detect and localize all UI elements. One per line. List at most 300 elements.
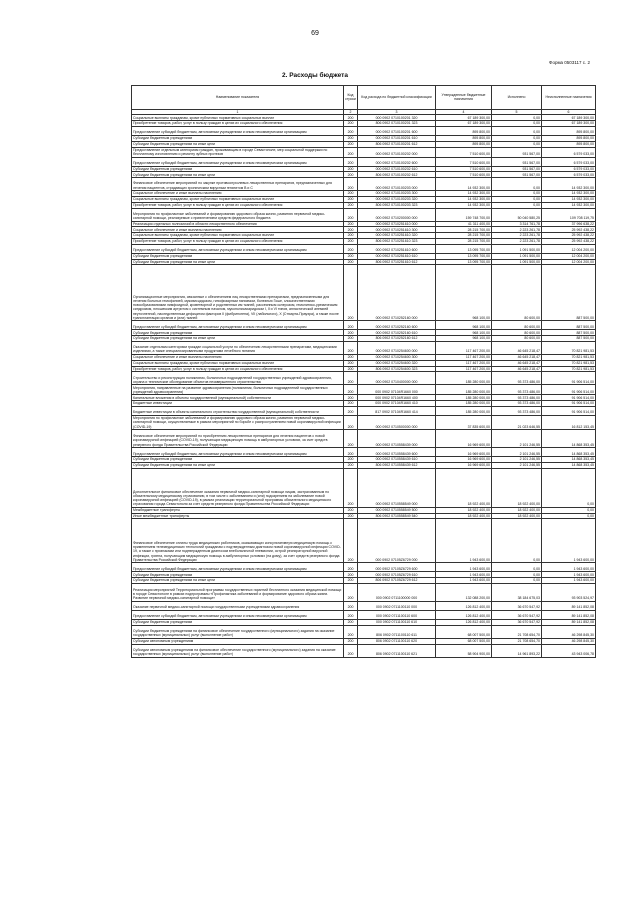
row-executed: 0,00 bbox=[492, 121, 542, 127]
row-line-code: 200 bbox=[344, 166, 358, 172]
row-name: Иные межбюджетные трансферты bbox=[132, 513, 344, 519]
row-executed: 0,00 bbox=[492, 178, 542, 191]
row-executed: 21 708 654,70 bbox=[492, 625, 542, 638]
row-executed: 0,00 bbox=[492, 115, 542, 121]
row-executed: 931 567,00 bbox=[492, 166, 542, 172]
row-line-code: 200 bbox=[344, 401, 358, 407]
row-executed: 3 314 761,78 bbox=[492, 221, 542, 227]
row-executed: 0,00 bbox=[492, 519, 542, 563]
row-class-code: 000 0902 0710254600 320 bbox=[358, 360, 436, 366]
row-approved: 1 943 600,00 bbox=[436, 563, 492, 572]
row-name: Субсидии бюджетным учреждениям bbox=[132, 135, 344, 141]
row-approved: 28 215 700,00 bbox=[436, 227, 492, 233]
row-executed: 18 922 400,00 bbox=[492, 468, 542, 507]
row-remaining: 12 004 200,00 bbox=[542, 259, 596, 265]
row-remaining: 1 943 600,00 bbox=[542, 578, 596, 584]
row-executed: 2 101 246,55 bbox=[492, 462, 542, 468]
row-line-code: 200 bbox=[344, 141, 358, 147]
row-approved: 37 835 600,00 bbox=[436, 415, 492, 429]
row-line-code: 200 bbox=[344, 172, 358, 178]
row-remaining: 895 800,00 bbox=[542, 126, 596, 135]
row-line-code: 200 bbox=[344, 625, 358, 638]
row-line-code: 200 bbox=[344, 253, 358, 259]
row-remaining: 16 812 153,45 bbox=[542, 415, 596, 429]
row-approved: 968 100,00 bbox=[436, 336, 492, 342]
row-remaining: 93 903 524,97 bbox=[542, 583, 596, 601]
table-row bbox=[132, 178, 596, 191]
row-class-code: 806 0902 0711100110 620 bbox=[358, 638, 436, 644]
row-line-code: 200 bbox=[344, 372, 358, 385]
row-remaining: 12 004 200,00 bbox=[542, 244, 596, 253]
row-approved: 16 969 600,00 bbox=[436, 457, 492, 463]
row-approved: 185 280 000,00 bbox=[436, 401, 492, 407]
row-remaining: 25 992 438,22 bbox=[542, 233, 596, 239]
row-executed: 80 600,00 bbox=[492, 336, 542, 342]
row-line-code: 200 bbox=[344, 178, 358, 191]
row-name: Оказание первичной медико-санитарной помощи государственными учреждениями здравоохранения bbox=[132, 601, 344, 610]
row-line-code: 200 bbox=[344, 196, 358, 202]
table-row bbox=[132, 385, 596, 395]
row-approved: 1 943 600,00 bbox=[436, 572, 492, 578]
row-class-code: 000 0902 07104R1660 410 bbox=[358, 401, 436, 407]
row-class-code: 000 0902 0710254600 000 bbox=[358, 341, 436, 354]
row-line-code: 200 bbox=[344, 238, 358, 244]
row-line-code: 200 bbox=[344, 259, 358, 265]
row-approved: 968 100,00 bbox=[436, 330, 492, 336]
row-executed: 36 670 547,92 bbox=[492, 610, 542, 619]
row-remaining: 91 906 514,00 bbox=[542, 406, 596, 415]
row-executed: 46 645 218,47 bbox=[492, 366, 542, 372]
row-remaining: 6 579 033,00 bbox=[542, 157, 596, 166]
row-approved: 7 510 600,00 bbox=[436, 157, 492, 166]
row-executed: 1 091 500,00 bbox=[492, 259, 542, 265]
table-row bbox=[132, 519, 596, 563]
row-class-code: 000 0902 0710100202 000 bbox=[358, 147, 436, 157]
row-name: Социальное обеспечение и иные выплаты населению bbox=[132, 191, 344, 197]
table-row bbox=[132, 644, 596, 657]
row-name: Социальные выплаты гражданам, кроме публичных нормативных социальных выплат bbox=[132, 196, 344, 202]
row-approved: 126 812 400,00 bbox=[436, 601, 492, 610]
row-line-code: 200 bbox=[344, 638, 358, 644]
row-name: Социальные выплаты гражданам, кроме публичных нормативных социальных выплат bbox=[132, 115, 344, 121]
header-name: Наименование показателя bbox=[132, 86, 344, 110]
row-line-code: 200 bbox=[344, 244, 358, 253]
row-remaining: 1 943 600,00 bbox=[542, 563, 596, 572]
row-line-code: 200 bbox=[344, 191, 358, 197]
column-number: 1 bbox=[132, 109, 344, 115]
row-approved: 18 922 400,00 bbox=[436, 513, 492, 519]
row-executed: 1 091 500,00 bbox=[492, 244, 542, 253]
row-remaining: 0,00 bbox=[542, 468, 596, 507]
row-class-code: 806 0902 0710100201 612 bbox=[358, 141, 436, 147]
row-approved: 67 189 300,00 bbox=[436, 121, 492, 127]
row-name: Бюджетные инвестиции в объекты капитального строительства государственной (муниципальной) собственности bbox=[132, 406, 344, 415]
row-line-code: 200 bbox=[344, 202, 358, 208]
row-executed: 931 567,00 bbox=[492, 157, 542, 166]
row-approved: 7 510 600,00 bbox=[436, 166, 492, 172]
row-approved: 14 932 300,00 bbox=[436, 178, 492, 191]
row-line-code: 200 bbox=[344, 583, 358, 601]
row-line-code: 200 bbox=[344, 135, 358, 141]
row-class-code: 000 0902 07105Z6729 000 bbox=[358, 519, 436, 563]
table-row bbox=[132, 208, 596, 221]
row-class-code: 000 0902 0710251610 320 bbox=[358, 233, 436, 239]
row-executed: 50 040 580,25 bbox=[492, 208, 542, 221]
row-remaining: 14 868 353,45 bbox=[542, 457, 596, 463]
row-line-code: 200 bbox=[344, 610, 358, 619]
row-executed: 2 223 261,78 bbox=[492, 233, 542, 239]
row-remaining: 91 906 514,00 bbox=[542, 401, 596, 407]
table-body bbox=[132, 115, 596, 657]
row-executed: 2 101 246,55 bbox=[492, 430, 542, 448]
table-row bbox=[132, 244, 596, 253]
header-approved: Утвержденные бюджетные назначения bbox=[436, 86, 492, 110]
row-line-code: 200 bbox=[344, 330, 358, 336]
row-class-code: 806 0902 0711100110 621 bbox=[358, 644, 436, 657]
table-row bbox=[132, 610, 596, 619]
row-approved: 117 467 200,00 bbox=[436, 366, 492, 372]
row-name: Приобретение товаров, работ, услуг в пользу граждан в целях их социального обеспечения bbox=[132, 366, 344, 372]
row-name: Субсидии бюджетным учреждениям bbox=[132, 572, 344, 578]
row-remaining: 70 821 981,53 bbox=[542, 354, 596, 360]
table-row bbox=[132, 601, 596, 610]
row-line-code: 200 bbox=[344, 221, 358, 227]
row-name: Реализация отдельных полномочий в области лекарственного обеспечения bbox=[132, 221, 344, 227]
row-class-code: 000 0902 0710100201 320 bbox=[358, 115, 436, 121]
row-remaining: 14 932 300,00 bbox=[542, 178, 596, 191]
row-line-code: 200 bbox=[344, 578, 358, 584]
row-remaining: 67 189 300,00 bbox=[542, 121, 596, 127]
table-header-row bbox=[132, 86, 596, 110]
row-class-code: 000 0902 0710252160 000 bbox=[358, 265, 436, 321]
row-remaining: 14 868 353,45 bbox=[542, 462, 596, 468]
row-name: Предоставление отдельным категориям граждан, проживающим в городе Севастополе, мер социальной поддержки по бесплатному изготовлению и ремонту зубных протезов bbox=[132, 147, 344, 157]
row-approved: 14 932 300,00 bbox=[436, 191, 492, 197]
row-approved: 7 510 600,00 bbox=[436, 172, 492, 178]
row-executed: 93 373 486,00 bbox=[492, 406, 542, 415]
row-line-code: 200 bbox=[344, 147, 358, 157]
row-name: Социальное обеспечение и иные выплаты населению bbox=[132, 354, 344, 360]
row-line-code: 200 bbox=[344, 513, 358, 519]
row-remaining: 70 821 981,53 bbox=[542, 360, 596, 366]
row-name: Предоставление субсидий бюджетным, автономным учреждениям и иным некоммерческим организациям bbox=[132, 321, 344, 330]
row-class-code: 000 0902 0710252160 600 bbox=[358, 321, 436, 330]
row-executed: 18 922 400,00 bbox=[492, 507, 542, 513]
row-line-code: 200 bbox=[344, 644, 358, 657]
header-remaining: Неисполненные назначения bbox=[542, 86, 596, 110]
row-class-code: 806 0902 0711100110 611 bbox=[358, 625, 436, 638]
row-remaining: 887 500,00 bbox=[542, 336, 596, 342]
row-class-code: 000 0902 0710100203 000 bbox=[358, 178, 436, 191]
row-remaining: 895 800,00 bbox=[542, 141, 596, 147]
row-executed: 46 645 218,47 bbox=[492, 354, 542, 360]
row-remaining: 70 821 981,53 bbox=[542, 366, 596, 372]
row-remaining: 91 906 514,00 bbox=[542, 385, 596, 395]
row-executed: 36 670 547,92 bbox=[492, 619, 542, 625]
table-row bbox=[132, 563, 596, 572]
row-name: Субсидии бюджетным учреждениям на иные цели bbox=[132, 141, 344, 147]
row-approved: 185 280 000,00 bbox=[436, 372, 492, 385]
row-remaining: 887 500,00 bbox=[542, 265, 596, 321]
row-remaining: 0,00 bbox=[542, 513, 596, 519]
row-name: Субсидии бюджетным учреждениям на иные цели bbox=[132, 336, 344, 342]
row-approved: 1 943 600,00 bbox=[436, 578, 492, 584]
row-executed: 931 567,00 bbox=[492, 147, 542, 157]
row-remaining: 14 868 353,45 bbox=[542, 448, 596, 457]
row-name: Мероприятия, направленные на развитие здравоохранения (поликлиник, больничных подразделений государственных учреждений здравоохранения) bbox=[132, 385, 344, 395]
row-name: Предоставление субсидий бюджетным, автономным учреждениям и иным некоммерческим организациям bbox=[132, 610, 344, 619]
row-class-code: 000 0902 0710558549 000 bbox=[358, 468, 436, 507]
row-executed: 2 223 261,78 bbox=[492, 238, 542, 244]
row-approved: 159 748 700,00 bbox=[436, 208, 492, 221]
row-remaining: 887 500,00 bbox=[542, 330, 596, 336]
row-approved: 968 100,00 bbox=[436, 321, 492, 330]
row-approved: 895 800,00 bbox=[436, 135, 492, 141]
table-row bbox=[132, 448, 596, 457]
header-executed: Исполнено bbox=[492, 86, 542, 110]
row-executed: 80 600,00 bbox=[492, 321, 542, 330]
row-class-code: 000 0902 0710100202 600 bbox=[358, 157, 436, 166]
row-remaining: 67 189 300,00 bbox=[542, 115, 596, 121]
row-name: Предоставление субсидий бюджетным, автономным учреждениям и иным некоммерческим организациям bbox=[132, 244, 344, 253]
row-class-code: 806 0902 0710100202 612 bbox=[358, 172, 436, 178]
row-remaining: 70 821 981,53 bbox=[542, 341, 596, 354]
row-name: Приобретение товаров, работ, услуг в пользу граждан в целях их социального обеспечения bbox=[132, 238, 344, 244]
row-class-code: 000 0902 0710251610 000 bbox=[358, 221, 436, 227]
row-executed: 93 373 486,00 bbox=[492, 385, 542, 395]
row-approved: 28 215 700,00 bbox=[436, 238, 492, 244]
row-name: Дополнительное финансовое обеспечение оказания первичной медико-санитарной помощи лицам, застрахованным по обязательному медицинскому страхованию, в том числе с заболеванием и (или) подозрением на заболевание новой коронавирусной инфекцией (COVID-19), в рамках реализации территориальной программы обязательного медицинского страхования города Севастополя за счет средств резервного фонда Правительства Российской Федерации bbox=[132, 468, 344, 507]
row-approved: 7 510 600,00 bbox=[436, 147, 492, 157]
row-executed: 0,00 bbox=[492, 191, 542, 197]
row-class-code: 000 0902 0710200000 000 bbox=[358, 208, 436, 221]
row-approved: 185 280 000,00 bbox=[436, 385, 492, 395]
column-number: 5 bbox=[492, 109, 542, 115]
row-remaining: 46 298 845,30 bbox=[542, 638, 596, 644]
row-executed: 0,00 bbox=[492, 126, 542, 135]
row-name: Социальные выплаты гражданам, кроме публичных нормативных социальных выплат bbox=[132, 233, 344, 239]
row-class-code: 000 0902 0710251610 300 bbox=[358, 227, 436, 233]
row-line-code: 200 bbox=[344, 126, 358, 135]
row-line-code: 200 bbox=[344, 341, 358, 354]
table-row bbox=[132, 341, 596, 354]
row-executed: 21 023 646,55 bbox=[492, 415, 542, 429]
row-line-code: 200 bbox=[344, 233, 358, 239]
row-class-code: 806 0902 0710558439 612 bbox=[358, 462, 436, 468]
row-approved: 16 969 600,00 bbox=[436, 462, 492, 468]
row-class-code: 000 0902 0710100201 610 bbox=[358, 135, 436, 141]
row-name: Финансовое обеспечение мероприятий по закупке противоопухолевых лекарственных препаратов, предназначенных для лечения пациентов, страдающих хроническим вирусным гепатитом В и С bbox=[132, 178, 344, 191]
row-line-code: 200 bbox=[344, 563, 358, 572]
row-approved: 67 189 300,00 bbox=[436, 115, 492, 121]
row-remaining: 887 500,00 bbox=[542, 321, 596, 330]
row-name: Субсидии автономным учреждениям bbox=[132, 638, 344, 644]
row-executed: 18 922 400,00 bbox=[492, 513, 542, 519]
row-approved: 895 800,00 bbox=[436, 141, 492, 147]
row-class-code: 806 0902 0710100201 323 bbox=[358, 121, 436, 127]
row-executed: 0,00 bbox=[492, 141, 542, 147]
row-class-code: 000 0902 0711100110 600 bbox=[358, 610, 436, 619]
row-class-code: 000 0902 0710100203 320 bbox=[358, 196, 436, 202]
row-name: Социальные выплаты гражданам, кроме публичных нормативных социальных выплат bbox=[132, 360, 344, 366]
row-executed: 80 600,00 bbox=[492, 330, 542, 336]
row-name: Оказание отдельным категориям граждан социальной услуги по обеспечению лекарственными препаратами, медицинскими изделиями, а также специализированными продуктами лечебного питания bbox=[132, 341, 344, 354]
row-remaining: 89 141 852,08 bbox=[542, 619, 596, 625]
row-approved: 16 969 600,00 bbox=[436, 448, 492, 457]
row-name: Субсидии бюджетным учреждениям на иные цели bbox=[132, 259, 344, 265]
row-class-code: 806 0902 0710100203 323 bbox=[358, 202, 436, 208]
row-class-code: 806 0902 07105Z6729 612 bbox=[358, 578, 436, 584]
row-line-code: 200 bbox=[344, 462, 358, 468]
row-class-code: 000 0902 0711100000 000 bbox=[358, 583, 436, 601]
row-line-code: 200 bbox=[344, 385, 358, 395]
row-approved: 68 007 500,00 bbox=[436, 625, 492, 638]
row-executed: 36 670 547,92 bbox=[492, 601, 542, 610]
row-name: Реализация мероприятий Территориальной программы государственных гарантий бесплатного оказания медицинской помощи в городе Севастополе в рамках подпрограммы «Профилактика заболеваний и формирование здорового образа жизни. Развитие первичной медико-санитарной помощи» bbox=[132, 583, 344, 601]
row-class-code: 000 0902 0710100203 300 bbox=[358, 191, 436, 197]
row-name: Субсидии бюджетным учреждениям bbox=[132, 457, 344, 463]
row-class-code: 000 0902 07104R1660 000 bbox=[358, 385, 436, 395]
row-name: Финансовое обеспечение оплаты труда медицинских работников, оказывающих консультативную медицинскую помощь с применением телемедицинских технологий гражданам с подтвержденным диагнозом новой коронавирусной инфекции COVID-19, а также с признаками или подтвержденным диагнозом внебольничной пневмонии, острой респираторной вирусной инфекции, гриппа, получающим медицинскую помощь в амбулаторных условиях (на дому), за счет средств резервного фонда Правительства Российской Федерации bbox=[132, 519, 344, 563]
row-name: Мероприятия по профилактике заболеваний и формированию здорового образа жизни, развитию первичной медико-санитарной помощи, осуществляемые в рамках мероприятий по борьбе с распространением новой коронавирусной инфекции (COVID-19) bbox=[132, 415, 344, 429]
row-approved: 132 088 200,00 bbox=[436, 583, 492, 601]
row-approved: 126 812 400,00 bbox=[436, 619, 492, 625]
table-row bbox=[132, 265, 596, 321]
row-line-code: 200 bbox=[344, 157, 358, 166]
row-remaining: 25 992 438,22 bbox=[542, 227, 596, 233]
row-executed: 2 223 261,78 bbox=[492, 227, 542, 233]
row-line-code: 200 bbox=[344, 336, 358, 342]
row-remaining: 1 943 600,00 bbox=[542, 572, 596, 578]
table-row bbox=[132, 372, 596, 385]
row-executed: 46 645 218,47 bbox=[492, 341, 542, 354]
row-name: Строительство и реконструкция поликлиник, больничных подразделений государственных учреждений здравоохранения, охрана и технические обследование объектов незавершенного строительства bbox=[132, 372, 344, 385]
row-class-code: 806 0902 0710558549 540 bbox=[358, 513, 436, 519]
row-executed: 80 600,00 bbox=[492, 265, 542, 321]
row-name: Мероприятия по профилактике заболеваний и формированию здорового образа жизни, развитию первичной медико-санитарной помощи, реализуемые с привлечением средств федерального бюджета bbox=[132, 208, 344, 221]
row-class-code: 806 0902 0710251610 323 bbox=[358, 238, 436, 244]
row-approved: 68 007 500,00 bbox=[436, 638, 492, 644]
row-executed: 93 373 486,00 bbox=[492, 395, 542, 401]
row-name: Субсидии бюджетным учреждениям bbox=[132, 619, 344, 625]
row-name: Капитальные вложения в объекты государственной (муниципальной) собственности bbox=[132, 395, 344, 401]
row-name: Субсидии бюджетным учреждениям на иные цели bbox=[132, 172, 344, 178]
row-name: Бюджетные инвестиции bbox=[132, 401, 344, 407]
row-executed: 0,00 bbox=[492, 202, 542, 208]
row-line-code: 200 bbox=[344, 395, 358, 401]
row-remaining: 895 800,00 bbox=[542, 135, 596, 141]
row-line-code: 200 bbox=[344, 227, 358, 233]
row-executed: 0,00 bbox=[492, 563, 542, 572]
table-row bbox=[132, 430, 596, 448]
row-class-code: 000 0902 0710558439 000 bbox=[358, 430, 436, 448]
row-class-code: 000 0902 0710252160 610 bbox=[358, 330, 436, 336]
row-approved: 117 467 200,00 bbox=[436, 354, 492, 360]
row-line-code: 200 bbox=[344, 507, 358, 513]
row-approved: 185 280 000,00 bbox=[436, 406, 492, 415]
page-number: 69 bbox=[311, 30, 319, 37]
row-class-code: 000 0902 0710558439 600 bbox=[358, 448, 436, 457]
header-class-code: Код расхода по бюджетной классификации bbox=[358, 86, 436, 110]
row-executed: 38 184 675,03 bbox=[492, 583, 542, 601]
row-executed: 93 373 486,00 bbox=[492, 372, 542, 385]
row-approved: 117 467 200,00 bbox=[436, 360, 492, 366]
row-class-code: 806 0902 0710254600 323 bbox=[358, 366, 436, 372]
row-executed: 14 961 893,22 bbox=[492, 644, 542, 657]
table-row bbox=[132, 583, 596, 601]
form-code: Форма 0503117 с. 2 bbox=[549, 60, 590, 65]
row-approved: 41 311 400,00 bbox=[436, 221, 492, 227]
row-approved: 14 932 300,00 bbox=[436, 202, 492, 208]
row-remaining: 1 943 600,00 bbox=[542, 519, 596, 563]
row-class-code: 000 0902 0710251610 610 bbox=[358, 253, 436, 259]
row-executed: 93 373 486,00 bbox=[492, 401, 542, 407]
table-row bbox=[132, 625, 596, 638]
row-executed: 0,00 bbox=[492, 572, 542, 578]
row-line-code: 200 bbox=[344, 366, 358, 372]
row-approved: 1 943 600,00 bbox=[436, 519, 492, 563]
row-class-code: 000 0902 0710558439 610 bbox=[358, 457, 436, 463]
row-line-code: 200 bbox=[344, 572, 358, 578]
row-approved: 16 969 600,00 bbox=[436, 430, 492, 448]
row-class-code: 000 0902 0710500000 000 bbox=[358, 415, 436, 429]
row-remaining: 6 579 033,00 bbox=[542, 147, 596, 157]
row-class-code: 000 0902 0710254600 300 bbox=[358, 354, 436, 360]
row-line-code: 200 bbox=[344, 519, 358, 563]
row-approved: 117 467 200,00 bbox=[436, 341, 492, 354]
row-class-code: 000 0902 0710558549 500 bbox=[358, 507, 436, 513]
row-line-code: 200 bbox=[344, 360, 358, 366]
row-remaining: 91 906 514,00 bbox=[542, 372, 596, 385]
row-name: Предоставление субсидий бюджетным, автономным учреждениям и иным некоммерческим организациям bbox=[132, 157, 344, 166]
row-executed: 2 101 246,55 bbox=[492, 457, 542, 463]
row-class-code: 000 0902 07105Z6729 610 bbox=[358, 572, 436, 578]
row-approved: 18 922 400,00 bbox=[436, 468, 492, 507]
row-remaining: 12 004 200,00 bbox=[542, 253, 596, 259]
row-approved: 968 100,00 bbox=[436, 265, 492, 321]
row-executed: 0,00 bbox=[492, 196, 542, 202]
row-line-code: 200 bbox=[344, 265, 358, 321]
table-row bbox=[132, 415, 596, 429]
row-line-code: 200 bbox=[344, 619, 358, 625]
row-line-code: 200 bbox=[344, 321, 358, 330]
row-remaining: 25 992 438,22 bbox=[542, 238, 596, 244]
row-approved: 58 904 900,00 bbox=[436, 644, 492, 657]
row-class-code: 000 0902 07104R1660 400 bbox=[358, 395, 436, 401]
table-row bbox=[132, 147, 596, 157]
table-row bbox=[132, 321, 596, 330]
header-line-code: Код строки bbox=[344, 86, 358, 110]
table-row bbox=[132, 157, 596, 166]
row-name: Приобретение товаров, работ, услуг в пользу граждан в целях их социального обеспечения bbox=[132, 121, 344, 127]
row-line-code: 200 bbox=[344, 115, 358, 121]
row-name: Социальное обеспечение и иные выплаты населению bbox=[132, 227, 344, 233]
column-number: 3 bbox=[358, 109, 436, 115]
row-line-code: 200 bbox=[344, 354, 358, 360]
row-class-code: 000 0902 0710100201 600 bbox=[358, 126, 436, 135]
row-class-code: 000 0902 0710251610 600 bbox=[358, 244, 436, 253]
row-approved: 13 095 700,00 bbox=[436, 259, 492, 265]
row-remaining: 89 141 852,08 bbox=[542, 610, 596, 619]
row-remaining: 37 996 638,22 bbox=[542, 221, 596, 227]
row-line-code: 200 bbox=[344, 406, 358, 415]
row-name: Субсидии бюджетным учреждениям bbox=[132, 330, 344, 336]
row-class-code: 806 0902 0710251610 612 bbox=[358, 259, 436, 265]
row-remaining: 91 906 514,00 bbox=[542, 395, 596, 401]
column-number: 2 bbox=[344, 109, 358, 115]
budget-expenditures-table bbox=[131, 85, 596, 658]
section-title: 2. Расходы бюджета bbox=[282, 72, 348, 79]
